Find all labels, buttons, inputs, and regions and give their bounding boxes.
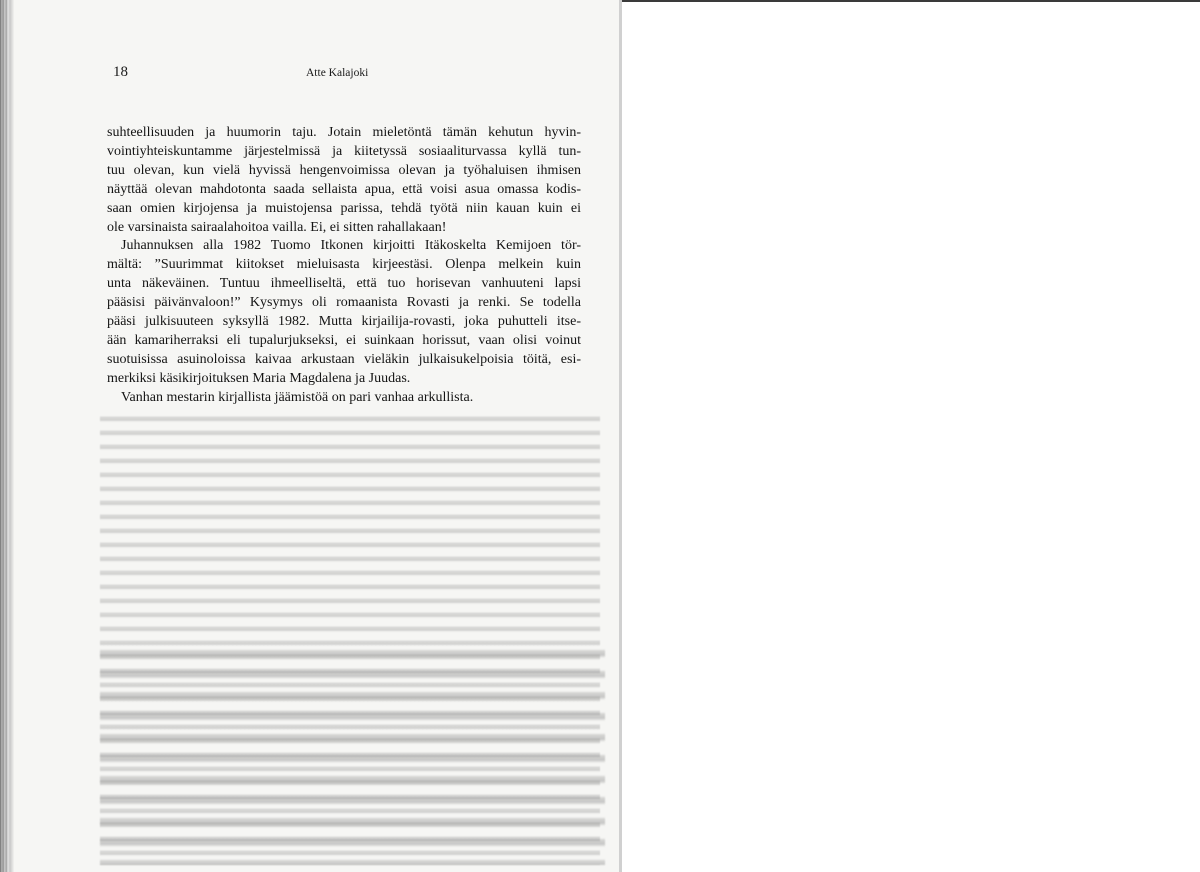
text-line: näyttää olevan mahdotonta saada sellaista apua, että voisi asua omassa kodis- xyxy=(107,181,581,197)
text-line: merkiksi käsikirjoituksen Maria Magdalena ja Juudas. xyxy=(107,370,411,386)
body-text xyxy=(107,124,581,408)
page-number: 18 xyxy=(113,64,128,80)
text-line: ään kamariherraksi eli tupalurjukseksi, ei suinkaan horissut, vaan olisi voinut xyxy=(107,332,581,348)
show-through-text-lower xyxy=(100,640,605,865)
paragraph-3 xyxy=(107,389,581,408)
text-line: suotuisissa asuinoloissa kaivaa arkustaan vieläkin julkaisukelpoisia töitä, esi- xyxy=(107,351,581,367)
text-line: tuu olevan, kun vielä hyvissä hengenvoimissa olevan ja työhaluisen ihmisen xyxy=(107,162,581,178)
text-line: suhteellisuuden ja huumorin taju. Jotain mieletöntä tämän kehutun hyvin- xyxy=(107,125,581,140)
text-line: Juhannuksen alla 1982 Tuomo Itkonen kirjoitti Itäkoskelta Kemijoen tör- xyxy=(121,238,581,254)
text-line: pääsi julkisuuteen syksyllä 1982. Mutta kirjailija-rovasti, joka puhutteli itse- xyxy=(107,314,581,330)
text-line: ole varsinaista sairaalahoitoa vailla. Ei, ei sitten rahallakaan! xyxy=(107,219,447,235)
text-line: unta näkeväinen. Tuntuu ihmeelliseltä, että tuo horisevan vanhuuteni lapsi xyxy=(107,276,581,292)
text-line: saan omien kirjojensa ja muistojensa parissa, tehdä työtä niin kauan kuin ei xyxy=(107,200,581,216)
text-line: Vanhan mestarin kirjallista jäämistöä on pari vanhaa arkullista. xyxy=(121,389,474,405)
text-line: pääsisi päivänvaloon!” Kysymys oli romaanista Rovasti ja renki. Se todella xyxy=(107,295,581,311)
page-edge xyxy=(619,0,622,872)
text-line: mältä: ”Suurimmat kiitokset mieluisasta kirjeestäsi. Olenpa melkein kuin xyxy=(107,257,581,273)
running-head: Atte Kalajoki xyxy=(306,67,369,79)
paragraph-2 xyxy=(107,237,581,388)
text-line: vointiyhteiskuntamme järjestelmissä ja kiitetyssä sosiaaliturvassa kyllä tun- xyxy=(107,143,581,159)
binding-edge xyxy=(0,0,14,872)
paragraph-1 xyxy=(107,124,581,237)
scanner-top-edge xyxy=(622,0,1200,2)
